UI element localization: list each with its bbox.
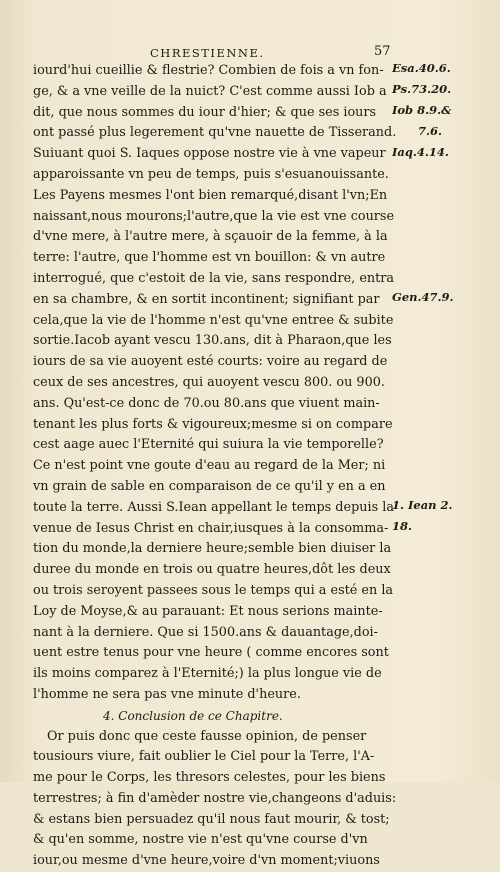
text-line: me pour le Corps, les thresors celestes, pour les biens bbox=[33, 770, 386, 786]
margin-note: Iaq.4.14. bbox=[392, 145, 449, 159]
text-line: iourd'hui cueillie & flestrie? Combien de fois a vn fon- bbox=[33, 63, 384, 78]
margin-note: Ps.73.20. bbox=[392, 82, 452, 96]
text-line: uent estre tenus pour vne heure ( comme encores sont bbox=[33, 645, 389, 661]
text-line: iours de sa vie auoyent esté courts: voire au regard de bbox=[33, 354, 388, 370]
text-line: ans. Qu'est-ce donc de 70.ou 80.ans que viuent main- bbox=[33, 395, 380, 411]
text-line: nant à la derniere. Que si 1500.ans & dauantage,doi- bbox=[33, 624, 378, 640]
margin-note: Iob 8.9.& bbox=[392, 103, 452, 117]
section-heading: 4. Conclusion de ce Chapitre. bbox=[103, 708, 283, 723]
text-line: venue de Iesus Christ en chair,iusques à la consomma- bbox=[33, 520, 389, 536]
text-line: ge, & a vne veille de la nuict? C'est comme aussi Iob a bbox=[33, 83, 387, 99]
text-line: & qu'en somme, nostre vie n'est qu'vne course d'vn bbox=[33, 832, 368, 848]
text-line: toute la terre. Aussi S.Iean appellant le temps depuis la bbox=[33, 499, 394, 515]
text-line: terrestres; à fin d'amèder nostre vie,changeons d'aduis: bbox=[33, 790, 397, 806]
running-head: CHRESTIENNE. bbox=[150, 46, 265, 60]
margin-note: 1. Iean 2. bbox=[392, 498, 453, 512]
text-line: tenant les plus forts & vigoureux;mesme si on compare bbox=[33, 416, 393, 432]
text-line: d'vne mere, à l'autre mere, à sçauoir de la femme, à la bbox=[33, 229, 388, 245]
text-line: interrogué, que c'estoit de la vie, sans respondre, entra bbox=[33, 270, 395, 286]
text-line: Loy de Moyse,& au parauant: Et nous serions mainte- bbox=[33, 603, 383, 619]
text-line: dit, que nous sommes du iour d'hier; & que ses iours bbox=[33, 104, 377, 120]
text-line: terre: l'autre, que l'homme est vn bouillon: & vn autre bbox=[33, 250, 386, 266]
text-line: ou trois seroyent passees sous le temps qui a esté en la bbox=[33, 582, 394, 598]
margin-note: 7.6. bbox=[418, 124, 443, 138]
text-line: vn grain de sable en comparaison de ce qu'il y en a en bbox=[33, 478, 386, 494]
text-line: ceux de ses ancestres, qui auoyent vescu 800. ou 900. bbox=[33, 374, 385, 390]
text-line: naissant,nous mourons;l'autre,que la vie est vne course bbox=[33, 208, 395, 224]
text-line: Suiuant quoi S. Iaques oppose nostre vie à vne vapeur bbox=[33, 146, 386, 162]
text-line: & estans bien persuadez qu'il nous faut mourir, & tost; bbox=[33, 811, 390, 827]
text-line: Ce n'est point vne goute d'eau au regard de la Mer; ni bbox=[33, 458, 386, 474]
margin-note: Esa.40.6. bbox=[392, 61, 451, 75]
text-line: ont passé plus legerement qu'vne nauette de Tisserand. bbox=[33, 125, 397, 141]
page-number: 57 bbox=[374, 44, 391, 59]
text-line: tousiours viure, fait oublier le Ciel pour la Terre, l'A- bbox=[33, 749, 375, 765]
text-line: duree du monde en trois ou quatre heures,dôt les deux bbox=[33, 562, 391, 578]
margin-note: Gen.47.9. bbox=[392, 290, 454, 304]
margin-note: 18. bbox=[392, 519, 413, 533]
text-line: tion du monde,la derniere heure;semble bien diuiser la bbox=[33, 541, 392, 557]
text-line: Les Payens mesmes l'ont bien remarqué,disant l'vn;En bbox=[33, 187, 388, 203]
text-line: Or puis donc que ceste fausse opinion, de penser bbox=[47, 728, 367, 744]
text-line: ils moins comparez à l'Eternité;) la plus longue vie de bbox=[33, 666, 382, 682]
text-line: sortie.Iacob ayant vescu 130.ans, dit à Pharaon,que les bbox=[33, 333, 392, 349]
text-line: l'homme ne sera pas vne minute d'heure. bbox=[33, 686, 301, 702]
text-line: en sa chambre, & en sortit incontinent; signifiant par bbox=[33, 291, 380, 307]
text-line: cest aage auec l'Eternité qui suiura la vie temporelle? bbox=[33, 437, 384, 453]
text-line: cela,que la vie de l'homme n'est qu'vne entree & subite bbox=[33, 312, 394, 328]
text-line: iour,ou mesme d'vne heure,voire d'vn moment;viuons bbox=[33, 853, 380, 869]
text-line: apparoissante vn peu de temps, puis s'esuanouissante. bbox=[33, 166, 389, 182]
